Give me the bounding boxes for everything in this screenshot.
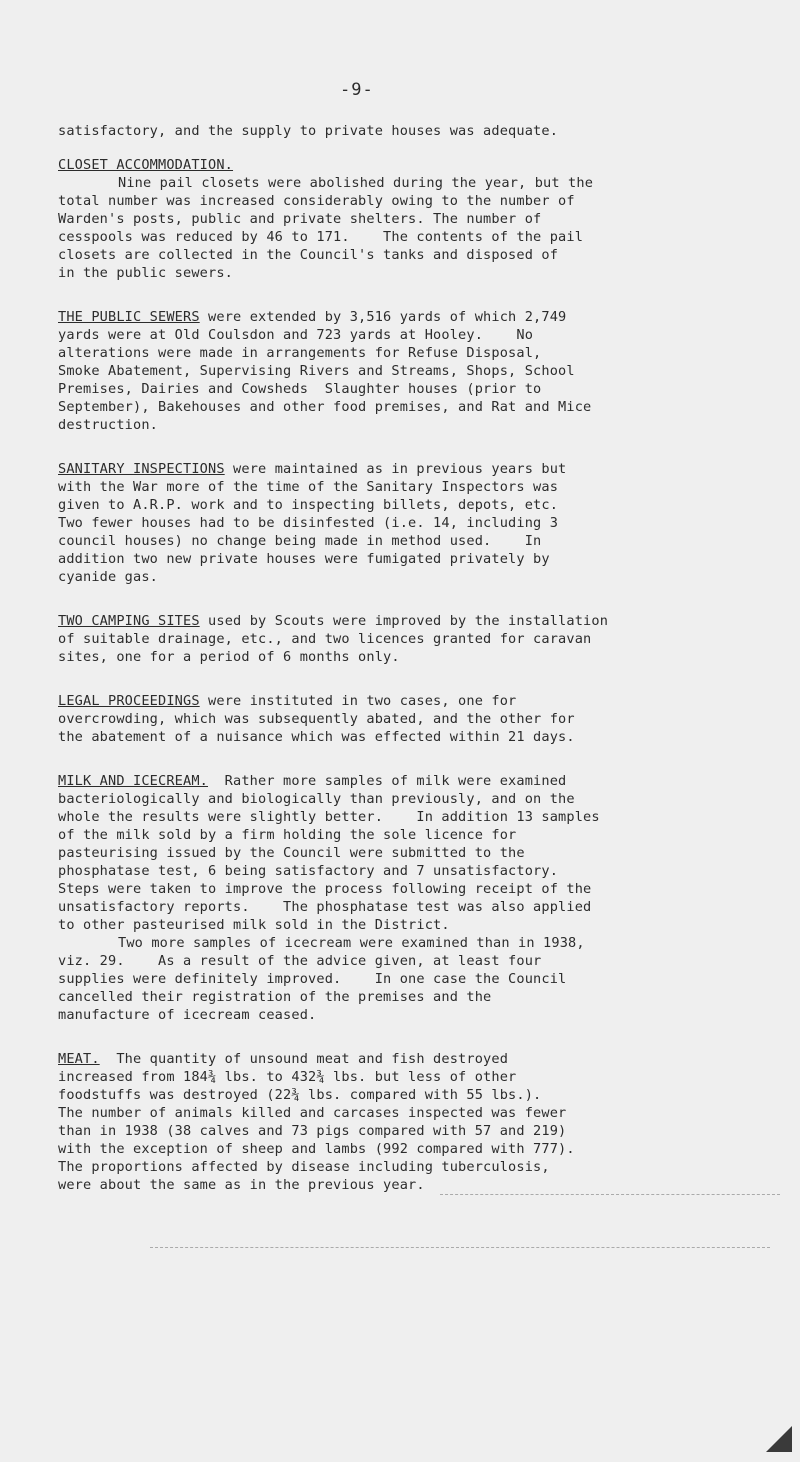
- meat-line: increased from 184¾ lbs. to 432¾ lbs. but less of other: [58, 1069, 517, 1085]
- page-number: -9-: [340, 80, 374, 100]
- sewers-heading: THE PUBLIC SEWERS: [58, 309, 200, 325]
- legal-heading: LEGAL PROCEEDINGS: [58, 693, 200, 709]
- camping-first-rest: used by Scouts were improved by the installation: [199, 613, 609, 629]
- milk-line: to other pasteurised milk sold in the District.: [58, 917, 450, 933]
- camping-heading: TWO CAMPING SITES: [58, 613, 200, 629]
- camping-first-line: [58, 612, 608, 630]
- sewers-line: Smoke Abatement, Supervising Rivers and Streams, Shops, School: [58, 363, 575, 379]
- camping-line: of suitable drainage, etc., and two licences granted for caravan: [58, 631, 592, 647]
- sanitary-first-line: [58, 460, 566, 478]
- sanitary-line: cyanide gas.: [58, 569, 159, 585]
- milk-first-rest: Rather more samples of milk were examined: [208, 773, 567, 789]
- closet-line: in the public sewers.: [58, 265, 234, 281]
- meat-line: The number of animals killed and carcases inspected was fewer: [58, 1105, 567, 1121]
- sanitary-heading: SANITARY INSPECTIONS: [58, 461, 225, 477]
- meat-first-line: [58, 1050, 508, 1068]
- milk-line: bacteriologically and biologically than previously, and on the: [58, 791, 575, 807]
- intro-line: satisfactory, and the supply to private houses was adequate.: [58, 123, 559, 139]
- closet-line: Nine pail closets were abolished during the year, but the: [118, 175, 594, 191]
- meat-heading: MEAT.: [58, 1051, 100, 1067]
- meat-line: were about the same as in the previous year.: [58, 1177, 425, 1193]
- milk-first-line: [58, 772, 566, 790]
- page-corner-mark: [766, 1426, 792, 1452]
- milk-line: phosphatase test, 6 being satisfactory and 7 unsatisfactory.: [58, 863, 559, 879]
- sewers-first-line: [58, 308, 566, 326]
- milk-para2-line: manufacture of icecream ceased.: [58, 1007, 317, 1023]
- milk-line: of the milk sold by a firm holding the sole licence for: [58, 827, 517, 843]
- sewers-first-rest: were extended by 3,516 yards of which 2,749: [199, 309, 567, 325]
- milk-para2-line: cancelled their registration of the premises and the: [58, 989, 492, 1005]
- sanitary-line: given to A.R.P. work and to inspecting billets, depots, etc.: [58, 497, 559, 513]
- closet-line: total number was increased considerably owing to the number of: [58, 193, 575, 209]
- meat-line: than in 1938 (38 calves and 73 pigs compared with 57 and 219): [58, 1123, 567, 1139]
- faint-rule: [440, 1194, 780, 1195]
- sanitary-line: addition two new private houses were fumigated privately by: [58, 551, 550, 567]
- sewers-line: Premises, Dairies and Cowsheds Slaughter houses (prior to: [58, 381, 542, 397]
- closet-heading: CLOSET ACCOMMODATION.: [58, 157, 234, 173]
- sanitary-first-rest: were maintained as in previous years but: [224, 461, 567, 477]
- legal-line: overcrowding, which was subsequently abated, and the other for: [58, 711, 575, 727]
- camping-line: sites, one for a period of 6 months only.: [58, 649, 400, 665]
- sewers-line: destruction.: [58, 417, 159, 433]
- sanitary-line: with the War more of the time of the Sanitary Inspectors was: [58, 479, 559, 495]
- closet-line: cesspools was reduced by 46 to 171. The contents of the pail: [58, 229, 584, 245]
- milk-line: unsatisfactory reports. The phosphatase test was also applied: [58, 899, 592, 915]
- sanitary-line: council houses) no change being made in method used. In: [58, 533, 542, 549]
- sewers-line: alterations were made in arrangements for Refuse Disposal,: [58, 345, 542, 361]
- milk-para2-line: supplies were definitely improved. In one case the Council: [58, 971, 567, 987]
- milk-line: Steps were taken to improve the process following receipt of the: [58, 881, 592, 897]
- legal-line: the abatement of a nuisance which was effected within 21 days.: [58, 729, 575, 745]
- milk-heading: MILK AND ICECREAM.: [58, 773, 209, 789]
- sanitary-line: Two fewer houses had to be disinfested (i.e. 14, including 3: [58, 515, 559, 531]
- closet-line: closets are collected in the Council's tanks and disposed of: [58, 247, 559, 263]
- milk-para2-first: Two more samples of icecream were examined than in 1938,: [118, 935, 585, 951]
- faint-rule: [150, 1247, 770, 1248]
- meat-line: foodstuffs was destroyed (22¾ lbs. compared with 55 lbs.).: [58, 1087, 542, 1103]
- meat-line: The proportions affected by disease including tuberculosis,: [58, 1159, 550, 1175]
- sewers-line: September), Bakehouses and other food premises, and Rat and Mice: [58, 399, 592, 415]
- milk-para2-line: viz. 29. As a result of the advice given, at least four: [58, 953, 542, 969]
- legal-first-line: [58, 692, 516, 710]
- meat-first-rest: The quantity of unsound meat and fish destroyed: [99, 1051, 509, 1067]
- milk-line: whole the results were slightly better. In addition 13 samples: [58, 809, 600, 825]
- closet-line: Warden's posts, public and private shelters. The number of: [58, 211, 542, 227]
- legal-first-rest: were instituted in two cases, one for: [199, 693, 517, 709]
- meat-line: with the exception of sheep and lambs (992 compared with 777).: [58, 1141, 575, 1157]
- milk-line: pasteurising issued by the Council were submitted to the: [58, 845, 525, 861]
- sewers-line: yards were at Old Coulsdon and 723 yards at Hooley. No: [58, 327, 534, 343]
